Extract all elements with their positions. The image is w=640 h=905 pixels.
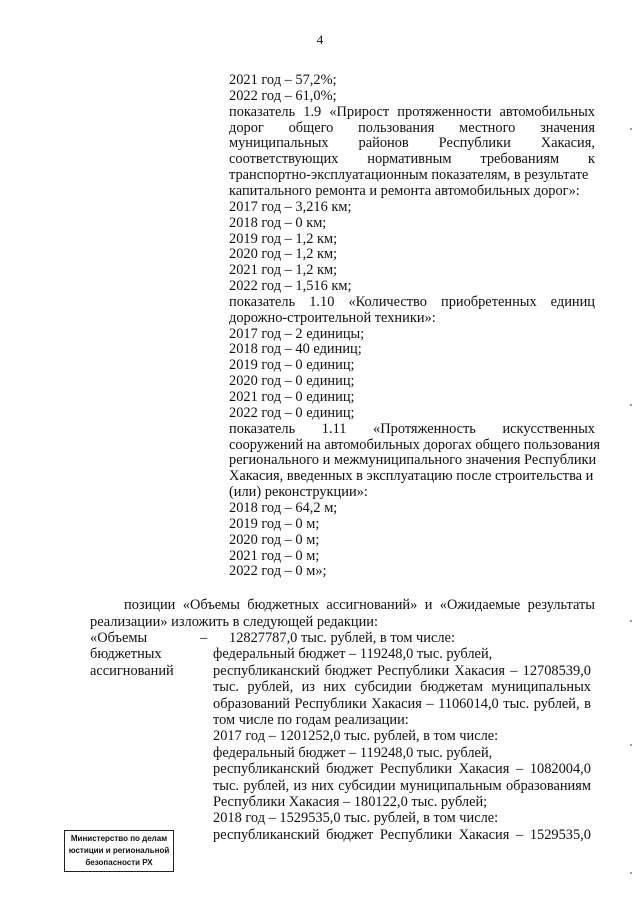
word: бюджетных	[247, 597, 319, 613]
page-number: 4	[316, 32, 324, 47]
indicator-1-11-line: регионального и межмуниципального значения Республики	[229, 452, 597, 469]
indicator-1-9-line	[229, 120, 595, 136]
scan-mark	[630, 404, 632, 406]
word: «Протяженность	[373, 420, 476, 437]
word: них	[323, 679, 347, 696]
word: позиции	[124, 597, 176, 613]
word: из	[293, 777, 307, 794]
indicator-1-9-line: транспортно-эксплуатационным показателям, в результате	[229, 167, 589, 184]
word: результаты	[527, 597, 595, 613]
word: показатель	[229, 293, 296, 310]
indicator-1-11-line: 2019 год – 0 м;	[229, 515, 320, 532]
indicator-1-10-line: 2021 год – 0 единиц;	[229, 389, 355, 405]
indicator-1-9-line: 2019 год – 1,2 км;	[229, 230, 338, 247]
word: тыс.	[503, 695, 530, 712]
word: Хакасия	[371, 695, 422, 712]
word: «Прирост	[329, 103, 390, 120]
volumes-line: 12827787,0 тыс. рублей, в том числе:	[229, 630, 455, 646]
indicator-1-11-line	[229, 421, 595, 437]
word: Республики	[294, 695, 367, 712]
scan-mark	[630, 744, 632, 746]
word: протяженности	[397, 103, 492, 120]
word: республиканский	[213, 662, 320, 679]
word: бюджет	[326, 761, 374, 778]
word: бюджет	[324, 662, 372, 679]
volumes-label: бюджетных	[90, 646, 162, 663]
word: Республики	[379, 826, 453, 843]
word: к	[587, 151, 595, 168]
word: бюджетам	[420, 679, 483, 696]
volumes-line: федеральный бюджет – 119248,0 тыс. рублей,	[213, 744, 493, 761]
word: Хакасия	[454, 662, 506, 679]
word: «Количество	[348, 293, 427, 310]
word: Республики	[377, 662, 450, 679]
indicator-1-11-line: 2020 год – 0 м;	[229, 531, 320, 548]
word: «Ожидаемые	[439, 597, 521, 613]
word: и	[424, 597, 433, 613]
word: местного	[459, 119, 516, 136]
indicator-1-10-line: 2022 год – 0 единиц;	[229, 404, 355, 421]
word: рублей,	[243, 777, 290, 794]
indicator-1-10-line: 2020 год – 0 единиц;	[229, 373, 355, 390]
stamp-line: юстиции и региональной	[68, 846, 170, 855]
word: соответствующих	[229, 151, 339, 168]
word: приобретенных	[441, 293, 537, 310]
word: «Объемы	[182, 597, 240, 613]
scan-mark	[630, 128, 632, 130]
word: ассигнований»	[326, 597, 418, 613]
indicator-value-line: 2022 год – 61,0%;	[229, 87, 337, 104]
indicator-1-9-line	[229, 151, 595, 167]
word: дорог	[229, 119, 264, 136]
word: образований	[213, 695, 290, 712]
word: рублей,	[533, 695, 580, 712]
indicator-1-10-line: 2019 год – 0 единиц;	[229, 357, 355, 374]
positions-paragraph-line	[124, 597, 595, 613]
scan-mark	[630, 872, 632, 874]
indicator-1-9-line: 2022 год – 1,516 км;	[229, 278, 352, 295]
word: субсидии	[354, 679, 412, 696]
word: тыс.	[213, 679, 239, 696]
volumes-line: том числе по годам реализации:	[213, 712, 409, 728]
positions-paragraph-line: реализации» изложить в следующей редакции:	[90, 613, 379, 630]
word: районов	[358, 135, 409, 152]
word: 1.10	[309, 293, 335, 310]
indicator-1-11-line: сооружений на автомобильных дорогах общего пользования	[229, 436, 600, 453]
word: нормативным	[367, 151, 452, 168]
volumes-label: «Объемы	[90, 630, 148, 646]
word: республиканский	[213, 826, 320, 843]
word: 1.11	[321, 420, 347, 437]
word: муниципальных	[491, 679, 591, 696]
indicator-1-9-line: капитального ремонта и ремонта автомобильных дорог»:	[229, 182, 580, 199]
word: показатель	[229, 103, 296, 120]
indicator-1-11-line: 2018 год – 64,2 м;	[229, 499, 338, 516]
word: 12708539,0	[522, 662, 591, 679]
word: требованиям	[480, 151, 560, 168]
word: Хакасия	[458, 826, 510, 843]
indicator-1-9-line: 2020 год – 1,2 км;	[229, 246, 338, 263]
indicator-1-10-line	[229, 294, 595, 310]
word: единиц	[550, 293, 595, 310]
indicator-1-9-line: 2017 год – 3,216 км;	[229, 198, 352, 215]
word: рублей,	[247, 679, 294, 696]
word: Республики	[438, 135, 511, 152]
word: субсидии	[338, 777, 396, 794]
word: Хакасия,	[540, 135, 595, 152]
word: 1.9	[303, 103, 322, 120]
word: 1082004,0	[529, 761, 591, 778]
word: значения	[540, 119, 595, 136]
word: искусственных	[502, 420, 595, 437]
word: бюджет	[326, 826, 374, 843]
word: муниципальным	[400, 777, 502, 794]
word: из	[301, 679, 315, 696]
volumes-line	[213, 761, 591, 777]
word: пользования	[358, 119, 435, 136]
volumes-line	[213, 778, 591, 794]
word: –	[515, 761, 524, 778]
word: показатель	[229, 420, 296, 437]
word: республиканский	[213, 761, 320, 778]
volumes-label: ассигнований	[90, 662, 174, 679]
word: образованиям	[505, 777, 591, 794]
volumes-line	[213, 696, 591, 712]
word: –	[426, 695, 434, 712]
indicator-1-10-line: дорожно-строительной техники»:	[229, 309, 436, 326]
word: –	[515, 826, 524, 843]
word: 1529535,0	[529, 826, 591, 843]
indicator-1-11-line: 2022 год – 0 м»;	[229, 563, 327, 580]
stamp-line: Министерство по делам	[70, 834, 168, 843]
volumes-line	[213, 663, 591, 679]
volumes-line	[213, 827, 591, 843]
word: них	[311, 777, 334, 794]
stamp-line: безопасности РХ	[85, 858, 153, 867]
indicator-1-10-line: 2018 год – 40 единиц;	[229, 341, 362, 358]
indicator-1-9-line	[229, 104, 595, 120]
indicator-1-11-line: (или) реконструкции»:	[229, 484, 368, 501]
scan-mark	[630, 620, 632, 622]
word: автомобильных	[499, 103, 595, 120]
word: 1106014,0	[438, 695, 499, 712]
volumes-line: федеральный бюджет – 119248,0 тыс. рублей,	[213, 646, 493, 663]
volumes-dash: –	[200, 630, 208, 646]
word: тыс.	[213, 777, 239, 794]
volumes-line: 2018 год – 1529535,0 тыс. рублей, в том числе:	[213, 810, 499, 827]
word: Хакасия	[458, 761, 510, 778]
word: муниципальных	[229, 135, 329, 152]
word: Республики	[379, 761, 453, 778]
word: общего	[288, 119, 334, 136]
volumes-line	[213, 679, 591, 695]
indicator-1-9-line: 2018 год – 0 км;	[229, 214, 327, 231]
word: –	[510, 662, 518, 679]
word: в	[584, 695, 591, 712]
ministry-stamp	[64, 830, 174, 872]
indicator-1-11-line: 2021 год – 0 м;	[229, 547, 320, 564]
indicator-1-9-line: 2021 год – 1,2 км;	[229, 262, 338, 279]
indicator-1-10-line: 2017 год – 2 единицы;	[229, 325, 365, 342]
volumes-line: 2017 год – 1201252,0 тыс. рублей, в том числе:	[213, 728, 499, 745]
indicator-1-11-line: Хакасия, введенных в эксплуатацию после строительства и	[229, 468, 594, 485]
indicator-1-9-line	[229, 135, 595, 151]
volumes-line: Республики Хакасия – 180122,0 тыс. рублей;	[213, 794, 488, 810]
indicator-value-line: 2021 год – 57,2%;	[229, 72, 337, 88]
